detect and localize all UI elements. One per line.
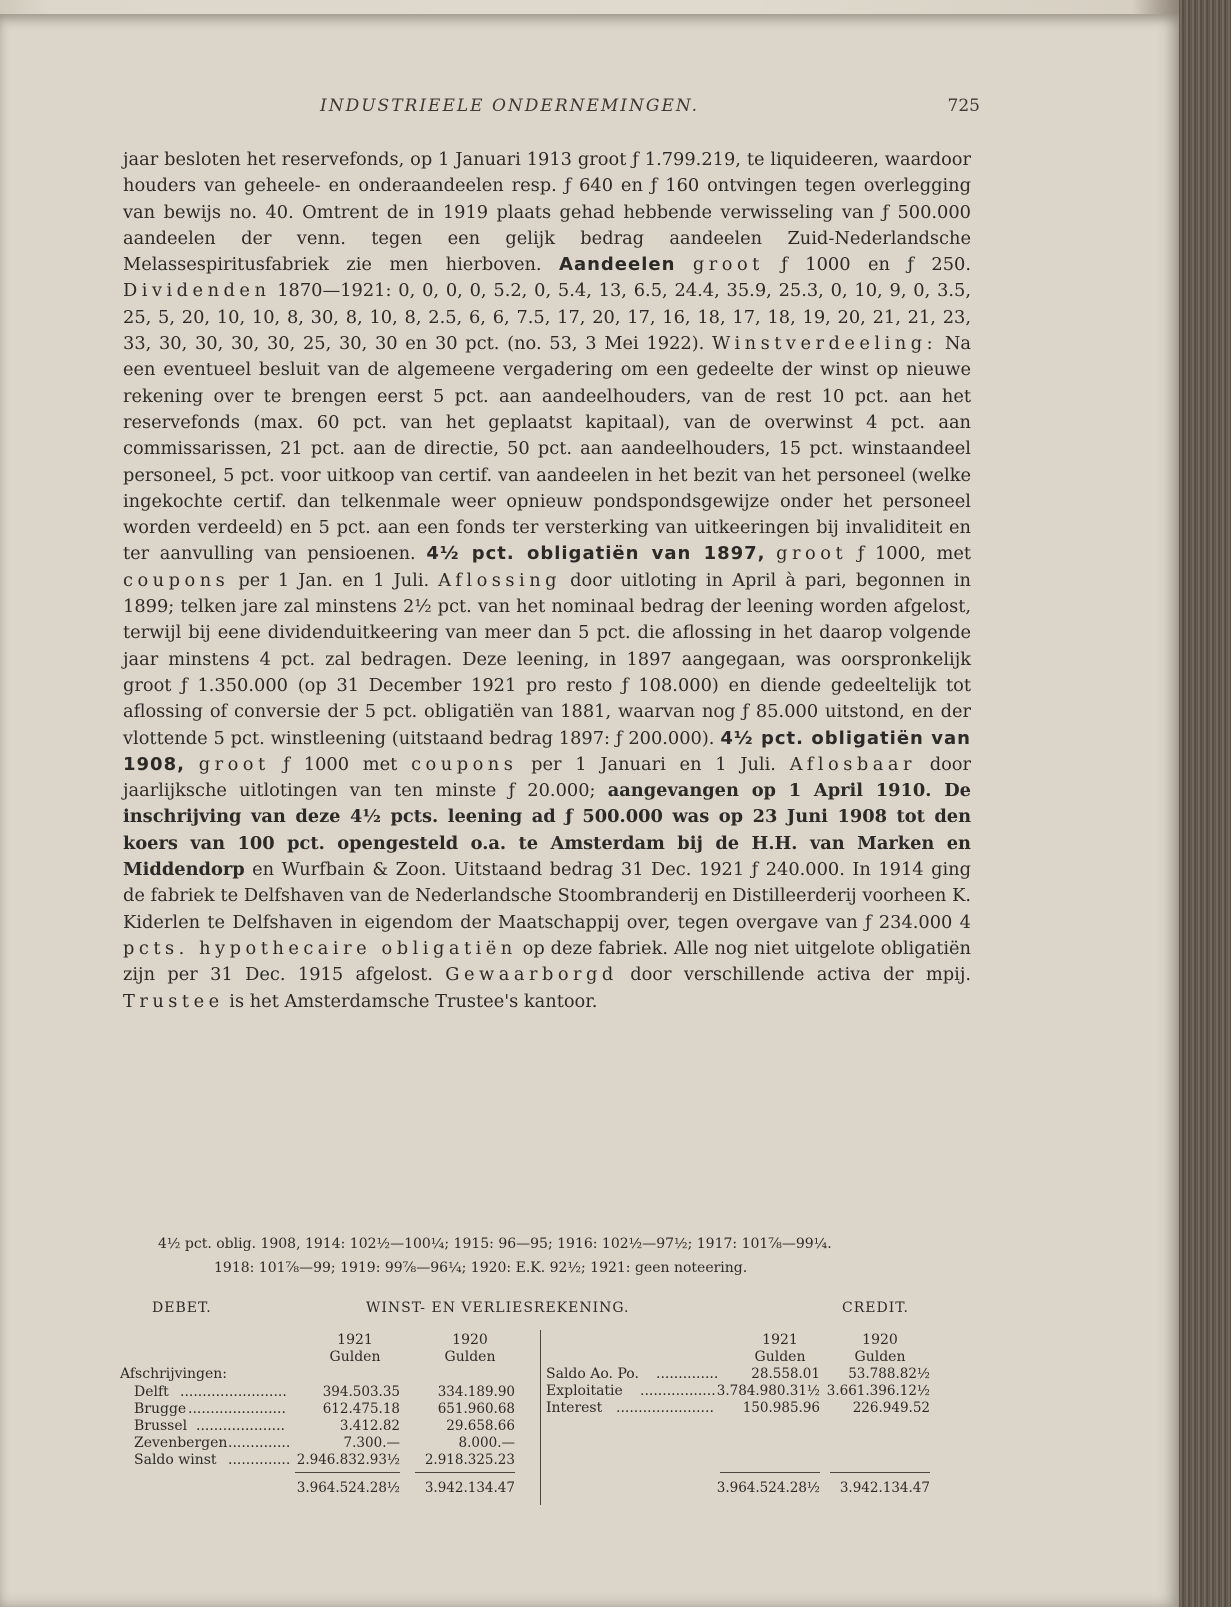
debet-row-label: Delft xyxy=(134,1384,169,1400)
debet-heading: DEBET. xyxy=(152,1300,212,1316)
credit-total-1920: 3.942.134.47 xyxy=(839,1480,930,1496)
text-segment: Na een eventueel besluit van de algemeene vergadering om een gedeelte der winst op nieuwe rekening over te brengen eerst 5 pct. aan aandeelhouders, van de rest 10 pct. aan het reservefonds (max. 60 pct. van het geplaatst kapitaal), van de overwinst 4 pct. aan commissarissen, 21 pct. aan de directie, 50 pct. aan aandeelhouders, 15 pct. winstaandeel personeel, 5 pct. voor uitkoop van certif. van aandeelen in het bezit van het personeel (welke ingekochte certif. dan telkenmale weer opnieuw pondspondsgewijze onder het personeel worden verdeeld) en 5 pct. aan een fonds ter versterking van uitkeeringen bij invaliditeit en ter aanvulling van pensioenen. xyxy=(123,333,971,565)
credit-value-1920: 226.949.52 xyxy=(852,1400,930,1416)
credit-heading: CREDIT. xyxy=(842,1300,909,1316)
heading-obligatien-1897: 4½ pct. obligatiën van 1897, xyxy=(426,543,766,565)
debet-value-1920: 334.189.90 xyxy=(437,1384,515,1400)
debet-row-label: Brussel xyxy=(134,1418,188,1434)
year-label: 1920 xyxy=(452,1332,488,1348)
debet-total-rule-1920 xyxy=(415,1472,515,1473)
debet-row-label: Zevenbergen xyxy=(134,1435,228,1451)
text-segment: jaar besloten het reservefonds, op 1 Januari 1913 groot ƒ 1.799.219, te liquideeren, waardoor houders van geheele- en onderaandeelen resp. ƒ 640 en ƒ 160 ontvingen tegen overlegging van bewijs no. 40. Omtrent de in 1919 plaats gehad hebbende verwisseling van ƒ 500.000 aandeelen der venn. tegen een gelijk bedrag aandeelen Zuid-Nederlandsche Melassespiritusfabriek zie men hierboven. xyxy=(123,149,971,276)
debet-value-1920: 2.918.325.23 xyxy=(424,1452,515,1468)
debet-total-1920: 3.942.134.47 xyxy=(424,1480,515,1496)
text-segment: en Wurfbain & Zoon. Uitstaand bedrag 31 Dec. 1921 ƒ 240.000. In 1914 ging de fabriek te Delfshaven van de Nederlandsche Stoombranderij en Distilleerderij voorheen K. Kiderlen te Delfshaven in eigendom der Maatschappij over, tegen overgave van ƒ 234.000 4 xyxy=(123,859,971,933)
koersen-line: 4½ pct. oblig. 1908, 1914: 102½—100¼; 1915: 96—95; 1916: 102½—97½; 1917: 101⅞—99¼. xyxy=(158,1236,832,1252)
text-groot: groot xyxy=(198,753,270,775)
text-segment: door verschillende activa der mpij. xyxy=(630,964,972,986)
debet-value-1921: 3.412.82 xyxy=(339,1418,400,1434)
debet-row-label: Saldo winst xyxy=(134,1452,217,1468)
text-segment: ƒ 1000 en ƒ 250. xyxy=(781,254,971,276)
debet-value-1921: 7.300.— xyxy=(343,1435,400,1451)
text-segment: per 1 Jan. en 1 Juli. xyxy=(238,569,430,591)
heading-winstverdeeling: Winstverdeeling: xyxy=(712,333,938,355)
text-groot: groot xyxy=(776,543,848,565)
heading-gewaarborgd: Gewaarborgd xyxy=(445,964,618,986)
debet-leader-dots: ........................ xyxy=(180,1384,287,1400)
rekening-title: WINST- EN VERLIESREKENING. xyxy=(366,1300,630,1316)
debet-value-1920: 651.960.68 xyxy=(437,1401,515,1417)
debet-row-label: Brugge xyxy=(134,1401,187,1417)
year-label: 1921 xyxy=(762,1332,798,1348)
text-coupons: coupons xyxy=(123,569,230,591)
credit-col-1920 xyxy=(835,1332,925,1366)
heading-aflossing: Aflossing xyxy=(438,569,562,591)
debet-leader-dots: .............. xyxy=(228,1452,291,1468)
credit-value-1921: 3.784.980.31½ xyxy=(716,1383,820,1399)
text-segment: ƒ 1000 met xyxy=(283,753,398,775)
credit-col-1921 xyxy=(735,1332,825,1366)
credit-total-rule-1921 xyxy=(720,1472,820,1473)
text-coupons: coupons xyxy=(411,753,518,775)
unit-label: Gulden xyxy=(329,1349,381,1365)
heading-aflosbaar: Aflosbaar xyxy=(789,753,916,775)
debet-total-rule-1921 xyxy=(295,1472,400,1473)
text-segment: door jaarlijksche uitlotingen van ten minste ƒ 20.000; xyxy=(123,753,972,802)
debet-total-1921: 3.964.524.28½ xyxy=(296,1480,400,1496)
credit-row-label: Saldo Ao. Po. xyxy=(546,1366,639,1382)
debet-value-1920: 8.000.— xyxy=(458,1435,515,1451)
koersen-block xyxy=(158,1232,938,1280)
debet-col-1920 xyxy=(425,1332,515,1366)
credit-value-1921: 28.558.01 xyxy=(751,1366,820,1382)
body-paragraph xyxy=(123,147,971,1015)
debet-leader-dots: .............. xyxy=(228,1435,291,1451)
credit-total-1921: 3.964.524.28½ xyxy=(716,1480,820,1496)
credit-value-1920: 53.788.82½ xyxy=(848,1366,930,1382)
debet-value-1920: 29.658.66 xyxy=(446,1418,515,1434)
credit-leader-dots: ...................... xyxy=(616,1400,714,1416)
unit-label: Gulden xyxy=(444,1349,496,1365)
heading-dividenden: Dividenden xyxy=(123,280,271,302)
debet-value-1921: 394.503.35 xyxy=(322,1384,400,1400)
debet-leader-dots: ...................... xyxy=(188,1401,286,1417)
text-inschrijving: aangevangen op 1 April 1910. De inschrijving van deze 4½ pcts. leening ad ƒ 500.000 was op 23 Juni 1908 tot den koers van 100 pct. opengesteld o.a. te Amsterdam bij de H.H. van Marken en Middendorp xyxy=(123,780,972,881)
dividenden-values: 1870—1921: 0, 0, 0, 0, 5.2, 0, 5.4, 13, 6.5, 24.4, 35.9, 25.3, 0, 10, 9, 0, 3.5, 25, 5, 20, 10, 10, 8, 30, 8, 10, 8, 2.5, 6, 6, 7.5, 17, 20, 17, 16, 18, 17, 18, 19, 20, 21, 21, 23, 33, 30, 30, 30, 30, 25, 30, 30 en 30 pct. (no. 53, 3 Mei 1922). xyxy=(123,280,971,355)
year-label: 1921 xyxy=(337,1332,373,1348)
unit-label: Gulden xyxy=(854,1349,906,1365)
winst-verliesrekening xyxy=(120,1300,940,1510)
text-segment: per 1 Januari en 1 Juli. xyxy=(531,753,776,775)
year-label: 1920 xyxy=(862,1332,898,1348)
page-header xyxy=(0,96,980,126)
debet-section-label: Afschrijvingen: xyxy=(120,1366,227,1382)
debet-value-1921: 612.475.18 xyxy=(322,1401,400,1417)
credit-leader-dots: ................. xyxy=(640,1383,716,1399)
koersen-line: 1918: 101⅞—99; 1919: 99⅞—96¼; 1920: E.K. 92½; 1921: geen noteering. xyxy=(214,1260,748,1276)
book-binding-edge xyxy=(1179,0,1231,1607)
running-title: INDUSTRIEELE ONDERNEMINGEN. xyxy=(320,96,700,116)
debet-value-1921: 2.946.832.93½ xyxy=(296,1452,400,1468)
column-divider xyxy=(540,1330,541,1505)
credit-leader-dots: .............. xyxy=(656,1366,719,1382)
credit-value-1921: 150.985.96 xyxy=(742,1400,820,1416)
unit-label: Gulden xyxy=(754,1349,806,1365)
credit-value-1920: 3.661.396.12½ xyxy=(826,1383,930,1399)
text-segment: ƒ 1000, met xyxy=(857,543,972,565)
heading-trustee: Trustee xyxy=(123,990,224,1012)
page-number: 725 xyxy=(947,96,980,116)
heading-aandeelen: Aandeelen xyxy=(559,254,676,276)
credit-row-label: Exploitatie xyxy=(546,1383,623,1399)
debet-leader-dots: .................... xyxy=(196,1418,286,1434)
text-groot: groot xyxy=(692,254,764,276)
heading-obligatien-1908: 4½ pct. obligatiën van 1908, xyxy=(123,727,971,775)
credit-row-label: Interest xyxy=(546,1400,603,1416)
text-segment: op deze fabriek. Alle nog niet uitgelote obligatiën zijn per 31 Dec. 1915 afgelost. xyxy=(123,937,972,986)
text-segment: is het Amsterdamsche Trustee's kantoor. xyxy=(229,990,598,1012)
credit-total-rule-1920 xyxy=(830,1472,930,1473)
debet-col-1921 xyxy=(310,1332,400,1366)
text-hypothecaire: pcts. hypothecaire obligatiën xyxy=(123,937,517,959)
text-segment: door uitloting in April à pari, begonnen in 1899; telken jare zal minstens 2½ pct. van het nominaal bedrag der leening worden afgelost, terwijl bij eene dividenduitkeering van meer dan 5 pct. die aflossing in het daarop volgende jaar minstens 4 pct. zal bedragen. Deze leening, in 1897 aangegaan, was oorspronkelijk groot ƒ 1.350.000 (op 31 December 1921 pro resto ƒ 108.000) en diende gedeeltelijk tot aflossing of conversie der 5 pct. obligatiën van 1881, waarvan nog ƒ 85.000 uitstond, en der vlottende 5 pct. winstleening (uitstaand bedrag 1897: ƒ 200.000). xyxy=(123,569,971,749)
